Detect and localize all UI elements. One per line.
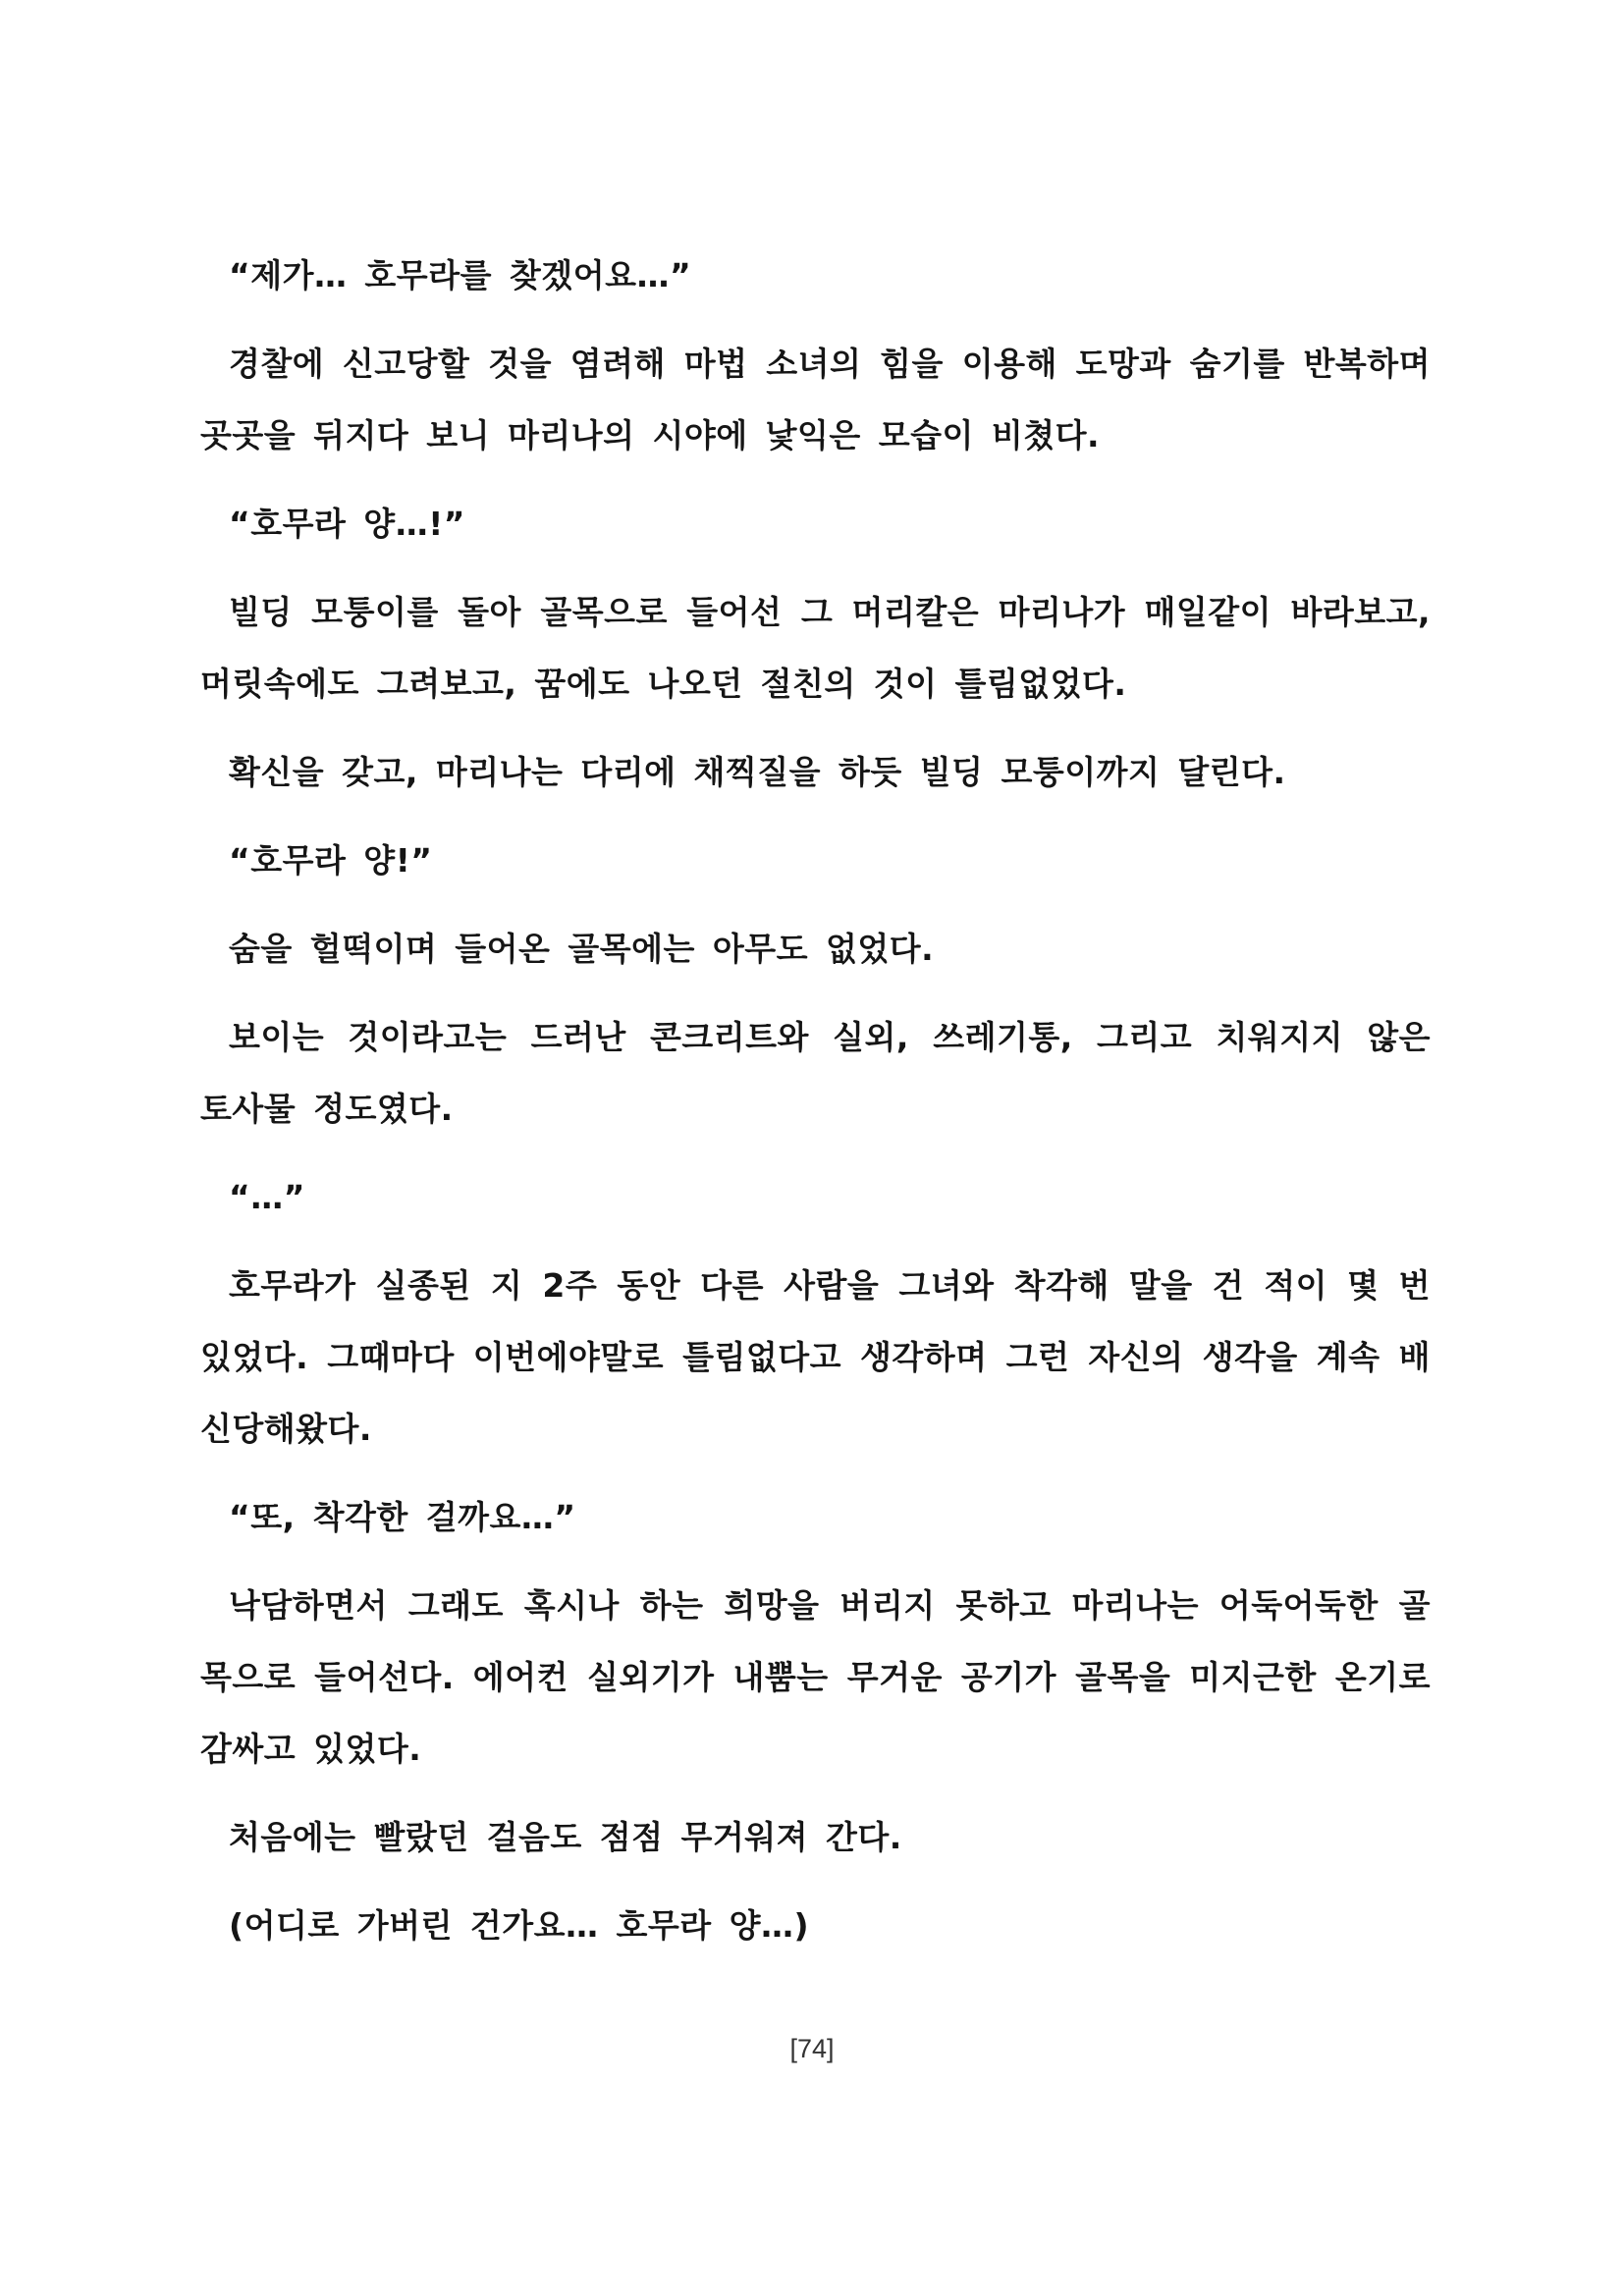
dialogue-paragraph: “또, 착각한 걸까요…” bbox=[229, 1498, 576, 1536]
dialogue-paragraph: “호무라 양!” bbox=[229, 841, 433, 880]
page-number: [74] bbox=[789, 2034, 835, 2063]
dialogue-paragraph: “호무라 양…!” bbox=[229, 505, 465, 543]
narration-paragraph: 숨을 헐떡이며 들어온 골목에는 아무도 없었다. bbox=[229, 930, 935, 968]
narration-paragraph: 보이는 것이라고는 드러난 콘크리트와 실외, 쓰레기통, 그리고 치워지지 않은 토사물 정도였다. bbox=[200, 1018, 1431, 1128]
narration-paragraph: 처음에는 빨랐던 걸음도 점점 무거워져 간다. bbox=[229, 1818, 902, 1856]
narration-paragraph: 빌딩 모퉁이를 돌아 골목으로 들어선 그 머리칼은 마리나가 매일같이 바라보고, 머릿속에도 그려보고, 꿈에도 나오던 절친의 것이 틀림없었다. bbox=[200, 593, 1431, 703]
narration-paragraph: 확신을 갖고, 마리나는 다리에 채찍질을 하듯 빌딩 모퉁이까지 달린다. bbox=[229, 753, 1286, 791]
narration-paragraph: 경찰에 신고당할 것을 염려해 마법 소녀의 힘을 이용해 도망과 숨기를 반복하며 곳곳을 뒤지다 보니 마리나의 시야에 낯익은 모습이 비쳤다. bbox=[200, 345, 1431, 454]
dialogue-paragraph: “…” bbox=[229, 1178, 305, 1216]
thought-paragraph: (어디로 가버린 건가요… 호무라 양…) bbox=[229, 1906, 810, 1945]
narration-paragraph: 낙담하면서 그래도 혹시나 하는 희망을 버리지 못하고 마리나는 어둑어둑한 골목으로 들어선다. 에어컨 실외기가 내뿜는 무거운 공기가 골목을 미지근한 온기로 감싸고 있었다. bbox=[200, 1586, 1431, 1768]
narration-paragraph: 호무라가 실종된 지 2주 동안 다른 사람을 그녀와 착각해 말을 건 적이 몇 번 있었다. 그때마다 이번에야말로 틀림없다고 생각하며 그런 자신의 생각을 계속 배신당해왔다. bbox=[200, 1266, 1431, 1448]
dialogue-paragraph: “제가… 호무라를 찾겠어요…” bbox=[229, 256, 692, 294]
body-text bbox=[200, 240, 1431, 1978]
